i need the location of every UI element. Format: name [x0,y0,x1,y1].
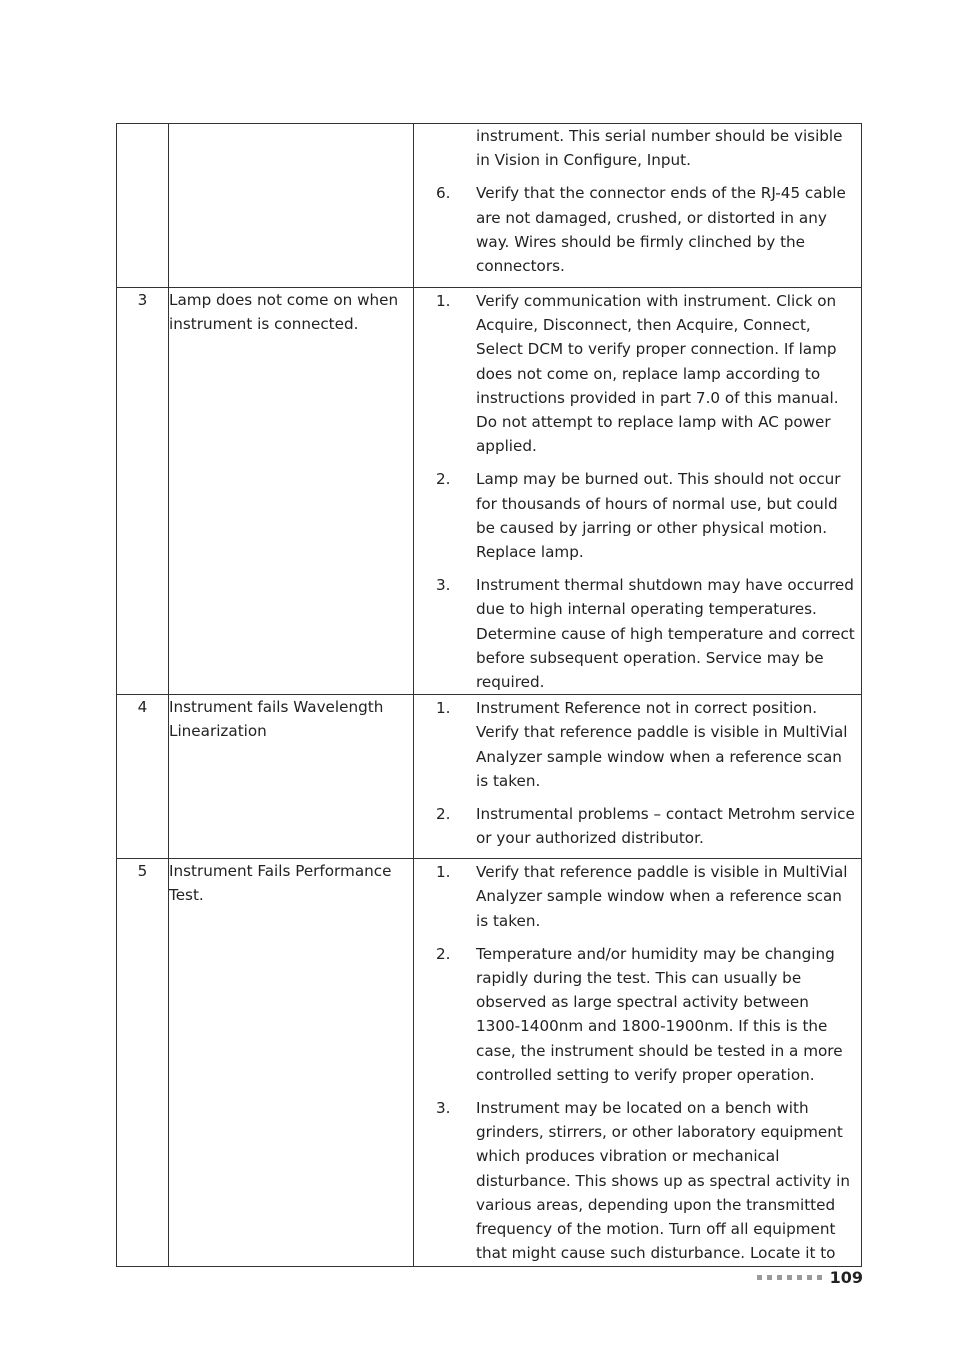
step-text: Temperature and/or humidity may be changing rapidly during the test. This can usually be observed as large spectral activity between 1300-1400nm and 1800-1900nm. If this is the case, the instrument should be tested in a more controlled setting to verify proper operation. [476,944,843,1084]
step-text: Lamp may be burned out. This should not occur for thousands of hours of normal use, but could be caused by jarring or other physical motion. Replace lamp. [476,470,841,562]
solution-step [414,467,861,564]
step-text: Instrument may be located on a bench with grinders, stirrers, or other laboratory equipment which produces vibration or mechanical disturbance. This shows up as spectral activity in various areas, depending upon the transmitted frequency of the motion. Turn off all equipment that might cause such disturbance. Locate it to [476,1099,850,1263]
dot-icon [797,1275,802,1280]
solution-step [414,573,861,694]
step-marker: 1. [436,292,451,310]
row-number-cell [117,124,169,288]
solution-step [414,942,861,1087]
dot-icon [787,1275,792,1280]
step-marker: 6. [436,184,451,203]
solution-step [414,1096,861,1265]
step-marker: 3. [436,576,451,595]
table-row [117,695,862,859]
solution-steps [414,695,861,850]
problem-cell: Instrument Fails Performance Test. [169,859,414,1266]
step-marker: 2. [436,470,451,489]
solution-steps [414,288,861,694]
solution-step [414,181,861,278]
step-text: Verify that reference paddle is visible in MultiVial Analyzer sample window when a reference scan is taken. [476,863,848,930]
row-number-cell: 5 [117,859,169,1266]
troubleshooting-table [116,123,862,1267]
step-text: Instrument thermal shutdown may have occurred due to high internal operating temperatures. Determine cause of high temperature and correct before subsequent operation. Service may be required. [476,576,855,692]
solution-cell [414,124,862,288]
step-text: Instrument Reference not in correct position. Verify that reference paddle is visible in MultiVial Analyzer sample window when a reference scan is taken. [476,699,848,790]
solution-cell [414,859,862,1266]
step-marker: 2. [436,944,451,963]
step-text: Instrumental problems – contact Metrohm service or your authorized distributor. [476,805,855,848]
solution-step [414,696,861,793]
table-row [117,288,862,695]
solution-steps [414,181,861,278]
dot-icon [757,1275,762,1280]
dot-icon [777,1275,782,1280]
step-text: Verify that the connector ends of the RJ-45 cable are not damaged, crushed, or distorted in any way. Wires should be firmly clinched by the connectors. [476,184,846,276]
step-text: Verify communication with instrument. Click on Acquire, Disconnect, then Acquire, Connect, Select DCM to verify proper connection. If lamp does not come on, replace lamp according to instructions provided in part 7.0 of this manual. Do not attempt to replace lamp with AC power applied. [476,292,839,456]
dot-icon [807,1275,812,1280]
step-marker: 2. [436,805,451,824]
problem-cell: Instrument fails Wavelength Linearization [169,695,414,859]
solution-cell [414,288,862,695]
footer-dots [757,1275,822,1280]
dot-icon [767,1275,772,1280]
row-number-cell: 3 [117,288,169,695]
solution-step [414,802,861,850]
problem-cell [169,124,414,288]
page-number: 109 [829,1268,863,1287]
step-marker: 1. [436,863,451,882]
solution-cell [414,695,862,859]
page-footer [757,1268,863,1287]
solution-step [414,860,861,933]
dot-icon [817,1275,822,1280]
problem-cell: Lamp does not come on when instrument is connected. [169,288,414,695]
table-row-continuation [117,124,862,288]
step-marker: 1. [436,699,451,718]
table-row [117,859,862,1266]
step-marker: 3. [436,1099,451,1118]
solution-steps [414,859,861,1265]
row-number-cell: 4 [117,695,169,859]
continued-step-text: instrument. This serial number should be visible in Vision in Configure, Input. [476,127,843,170]
solution-step [414,289,861,458]
